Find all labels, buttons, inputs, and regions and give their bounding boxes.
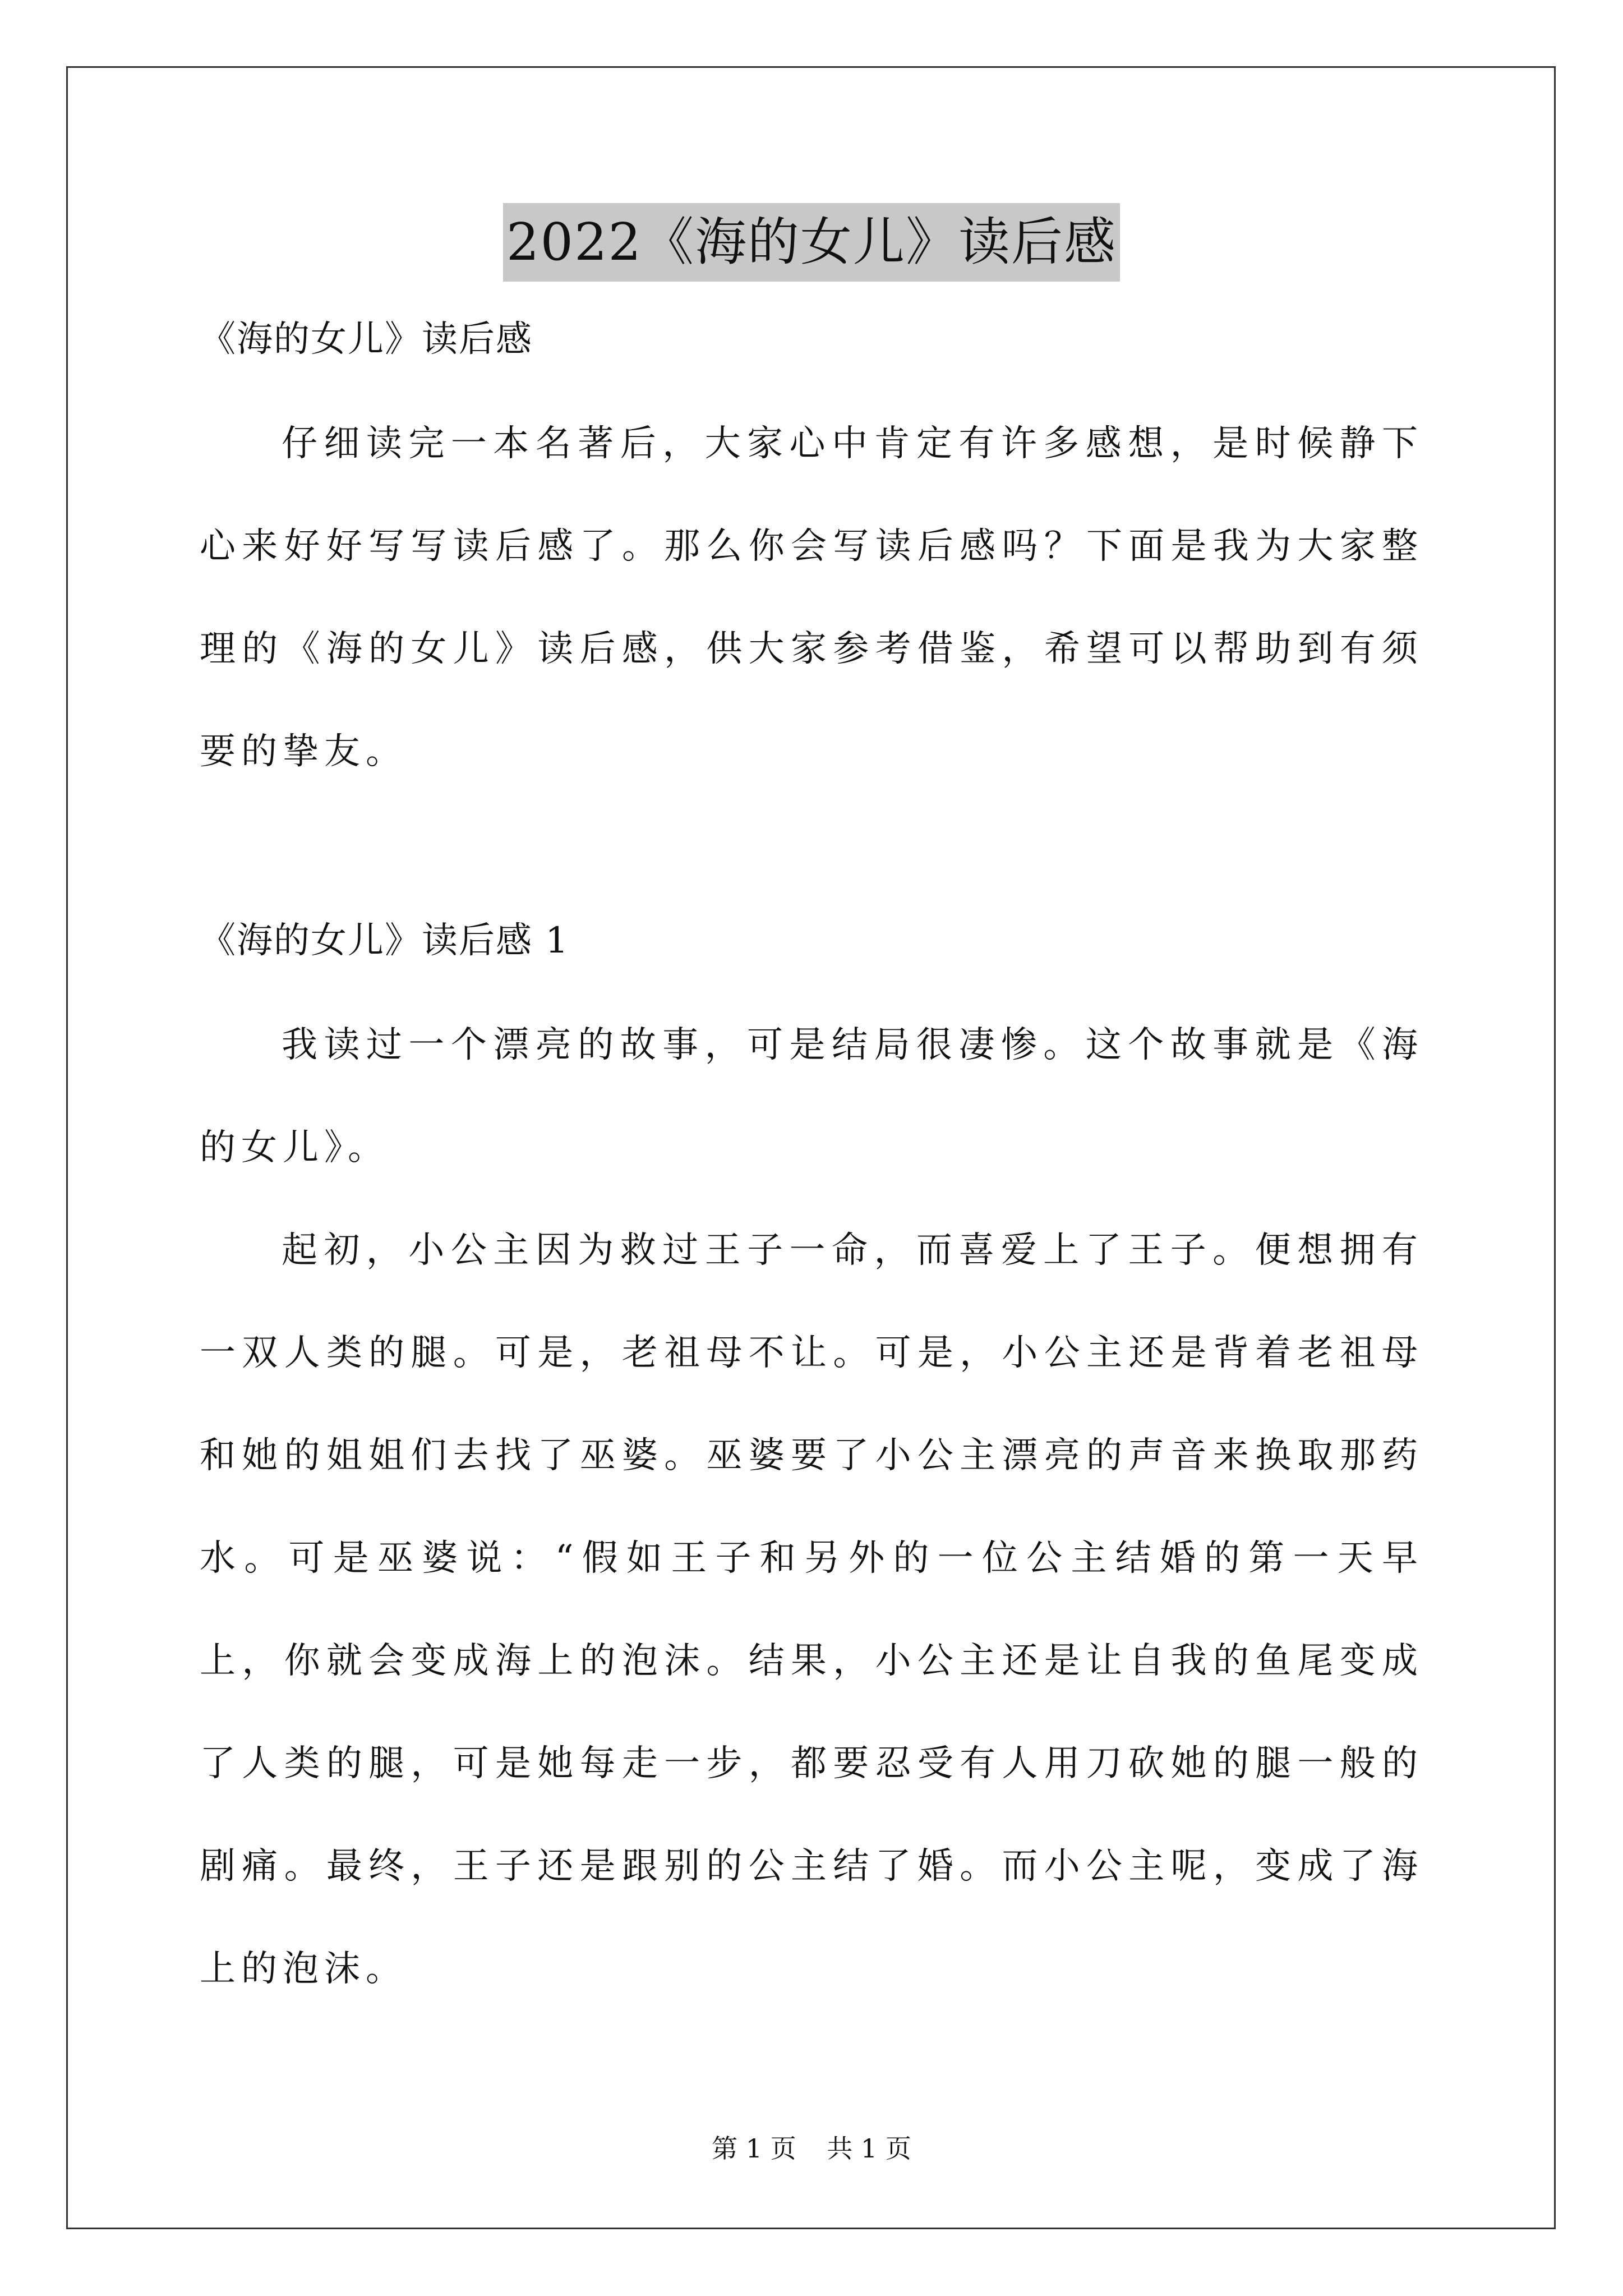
body-paragraph: 我读过一个漂亮的故事，可是结局很凄惨。这个故事就是《海的女儿》。 [200, 1024, 1423, 1168]
intro-paragraph: 仔细读完一本名著后，大家心中肯定有许多感想，是时候静下心来好好写写读后感了。那么你会写读后感吗？下面是我为大家整理的《海的女儿》读后感，供大家参考借鉴，希望可以帮助到有须要的挚友。 [200, 423, 1423, 772]
section-heading: 《海的女儿》读后感 1 [200, 920, 570, 961]
page-footer [0, 2132, 1623, 2165]
body-paragraph: 起初，小公主因为救过王子一命，而喜爱上了王子。便想拥有一双人类的腿。可是，老祖母不让。可是，小公主还是背着老祖母和她的姐姐们去找了巫婆。巫婆要了小公主漂亮的声音来换取那药水。可是巫婆说：“假如王子和另外的一位公主结婚的第一天早上，你就会变成海上的泡沫。结果，小公主还是让自我的鱼尾变成了人类的腿，可是她每走一步，都要忍受有人用刀砍她的腿一般的剧痛。最终，王子还是跟别的公主结了婚。而小公主呢，变成了海上的泡沫。 [200, 1230, 1423, 1990]
page-number: 第 1 页 [712, 2133, 796, 2164]
title-wrap [0, 203, 1623, 282]
page-total: 共 1 页 [827, 2133, 911, 2164]
section-heading: 《海的女儿》读后感 [200, 319, 533, 360]
document-title: 2022《海的女儿》读后感 [503, 203, 1120, 282]
document-body [200, 306, 1423, 2021]
